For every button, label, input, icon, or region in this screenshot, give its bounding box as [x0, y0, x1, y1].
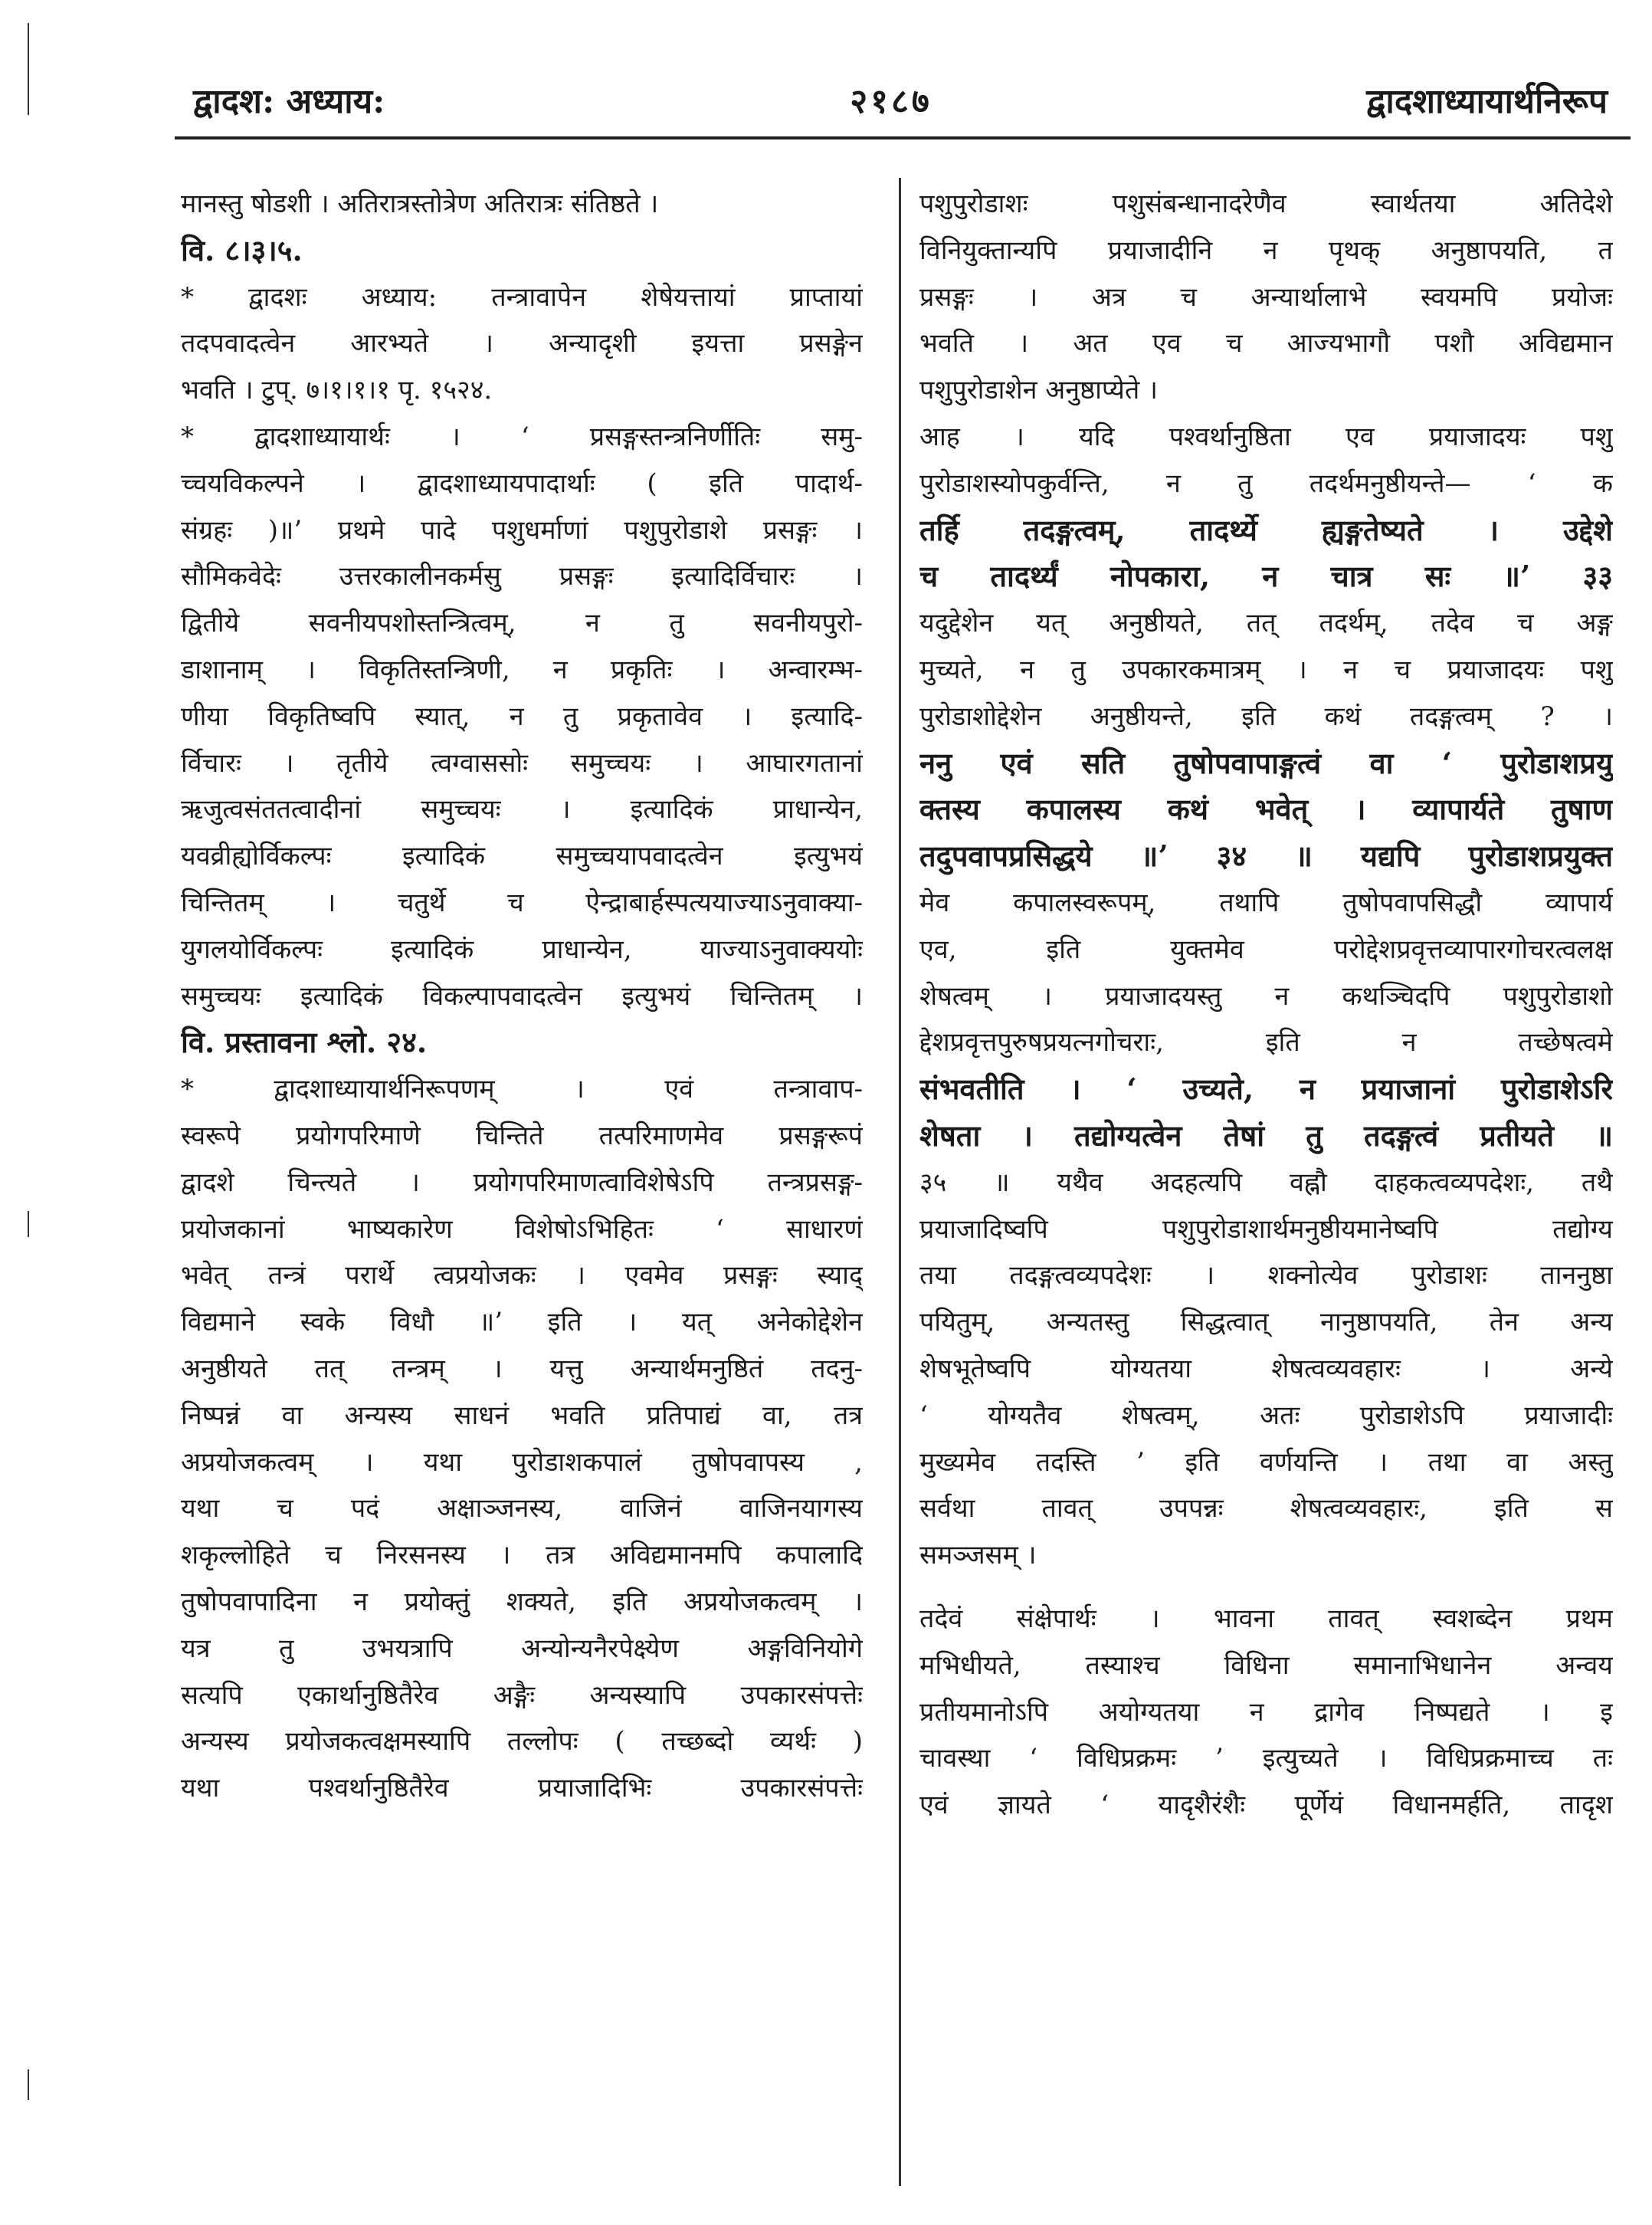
text-line: ३५ ॥ यथैव अदहत्यपि वह्नौ दाहकत्वव्यपदेशः, तथै [919, 1167, 1613, 1198]
text-line: अनुष्ठीयते तत् तन्त्रम् । यत्तु अन्यार्थमनुष्ठितं तदनु- [181, 1353, 863, 1384]
text-line: प्रसङ्गः । अत्र च अन्यार्थालाभे स्वयमपि प्रयोजः [919, 281, 1613, 313]
text-line: युगलयोर्विकल्पः इत्यादिकं प्राधान्येन, याज्याऽनुवाक्ययोः [181, 934, 863, 965]
text-line: भवेत् तन्त्रं परार्थे त्वप्रयोजकः । एवमेव प्रसङ्गः स्याद् [181, 1260, 863, 1291]
text-line: मुच्यते, न तु उपकारकमात्रम् । न च प्रयाजादयः पशु [919, 654, 1613, 685]
text-line: अन्यस्य प्रयोजकत्वक्षमस्यापि तल्लोपः ( तच्छब्दो व्यर्थः ) [181, 1726, 863, 1757]
text-line: यवव्रीह्योर्विकल्पः इत्यादिकं समुच्चयापवादत्वेन इत्युभयं [181, 841, 863, 872]
header-chapter-title: द्वादश: अध्याय: [193, 82, 385, 121]
text-line: संग्रहः )॥’ प्रथमे पादे पशुधर्माणां पशुपुरोडाशे प्रसङ्गः । [181, 514, 863, 546]
text-line: सर्वथा तावत् उपपन्नः शेषत्वव्यवहारः, इति स [919, 1493, 1613, 1524]
text-line: ‘ योग्यतैव शेषत्वम्, अतः पुरोडाशेऽपि प्रयाजादीः [919, 1400, 1613, 1431]
text-line: निष्पन्नं वा अन्यस्य साधनं भवति प्रतिपाद्यं वा, तत्र [181, 1400, 863, 1431]
text-line: तदेवं संक्षेपार्थः । भावना तावत् स्वशब्देन प्रथम [919, 1603, 1613, 1634]
text-line: प्रयाजादिष्वपि पशुपुरोडाशार्थमनुष्ठीयमानेष्वपि तद्योग्य [919, 1213, 1613, 1245]
text-line: मुख्यमेव तदस्ति ’ इति वर्णयन्ति । तथा वा अस्तु [919, 1446, 1613, 1478]
text-line: तदपवादत्वेन आरभ्यते । अन्यादृशी इयत्ता प्रसङ्गेन [181, 328, 863, 359]
text-line: मेव कपालस्वरूपम्, तथापि तुषोपवापसिद्धौ व्यापार्य [919, 887, 1613, 918]
text-line: पशुपुरोडाशेन अनुष्ठाप्येते । [919, 375, 1158, 406]
text-line: यदुद्देशेन यत् अनुष्ठीयते, तत् तदर्थम्, तदेव च अङ्ग [919, 608, 1613, 639]
text-line: शेषत्वम् । प्रयाजादयस्तु न कथञ्चिदपि पशुपुरोडाशो [919, 980, 1613, 1012]
text-line: भवति । अत एव च आज्यभागौ पशौ अविद्यमान [919, 328, 1613, 359]
text-line: पशुपुरोडाशः पशुसंबन्धानादरेणैव स्वार्थतया अतिदेशे [919, 189, 1613, 219]
text-line: द्वितीये सवनीयपशोस्तन्त्रित्वम्, न तु सवनीयपुरो- [181, 608, 863, 639]
text-line: द्देशप्रवृत्तपुरुषप्रयत्नगोचराः, इति न तच्छेषत्वमे [919, 1027, 1613, 1058]
text-line: समुच्चयः इत्यादिकं विकल्पापवादत्वेन इत्युभयं चिन्तितम् । [181, 980, 863, 1012]
text-line: प्रतीयमानोऽपि अयोग्यतया न द्रागेव निष्पद्यते । इ [919, 1696, 1613, 1728]
text-line: विनियुक्तान्यपि प्रयाजादीनि न पृथक् अनुष्ठापयति, त [919, 235, 1613, 266]
text-line: विद्यमाने स्वके विधौ ॥’ इति । यत् अनेकोद्देशेन [181, 1307, 863, 1338]
text-line: स्वरूपे प्रयोगपरिमाणे चिन्तिते तत्परिमाणमेव प्रसङ्गरूपं [181, 1120, 863, 1151]
scan-edge-mark [28, 23, 29, 115]
left-column [181, 181, 863, 1812]
text-line: मानस्तु षोडशी । अतिरात्रस्तोत्रेण अतिरात्रः संतिष्ठते । [181, 189, 659, 219]
column-divider [899, 178, 901, 2186]
text-line: ऋजुत्वसंततत्वादीनां समुच्चयः । इत्यादिकं प्राधान्येन, [181, 794, 863, 825]
text-line: द्वादशे चिन्त्यते । प्रयोगपरिमाणत्वाविशेषेऽपि तन्त्रप्रसङ्ग- [181, 1167, 863, 1198]
running-header [175, 69, 1608, 130]
text-line: मभिधीयते, तस्याश्च विधिना समानाभिधानेन अन्वय [919, 1649, 1613, 1681]
text-line: यत्र तु उभयत्रापि अन्योन्यनैरपेक्ष्येण अङ्गविनियोगे [181, 1633, 863, 1664]
text-line: सौमिकवेदेः उत्तरकालीनकर्मसु प्रसङ्गः इत्यादिर्विचारः । [181, 561, 863, 592]
verse-line: तर्हि तदङ्गत्वम्, तादर्थ्ये ह्यङ्गतेष्यते । उद्देशे [919, 512, 1613, 547]
text-line: पयितुम्, अन्यतस्तु सिद्धत्वात् नानुष्ठापयति, तेन अन्य [919, 1307, 1613, 1338]
text-line: र्विचारः । तृतीये त्वग्वाससोः समुच्चयः । आघारगतानां [181, 747, 863, 779]
verse-line: शेषता । तद्योग्यत्वेन तेषां तु तदङ्गत्वं प्रतीयते ॥ [919, 1117, 1613, 1153]
text-line: पुरोडाशोद्देशेन अनुष्ठीयन्ते, इति कथं तदङ्गत्वम् ? । [919, 701, 1613, 732]
scan-edge-mark [28, 1211, 29, 1237]
header-rule [175, 136, 1631, 139]
verse-line: तदुपवापप्रसिद्धये ॥’ ३४ ॥ यद्यपि पुरोडाशप्रयुक्त [919, 838, 1613, 874]
text-line: चावस्था ‘ विधिप्रक्रमः ’ इत्युच्यते । विधिप्रक्रमाच्च तः [919, 1743, 1613, 1774]
text-line: यथा पश्वर्थानुष्ठितैरेव प्रयाजादिभिः उपकारसंपत्तेः [181, 1773, 863, 1804]
text-line: एवं ज्ञायते ‘ यादृशैरंशैः पूर्णेयं विधानमर्हति, तादृश [919, 1790, 1613, 1821]
text-line: च्चयविकल्पने । द्वादशाध्यायपादार्थाः ( इति पादार्थ- [181, 468, 863, 499]
page-number: २१८७ [850, 82, 933, 121]
verse-line: संभवतीति । ‘ उच्यते, न प्रयाजानां पुरोडाशेऽरि [919, 1071, 1613, 1107]
text-line: अप्रयोजकत्वम् । यथा पुरोडाशकपालं तुषोपवापस्य , [181, 1446, 863, 1478]
text-line: तुषोपवापादिना न प्रयोक्तुं शक्यते, इति अप्रयोजकत्वम् । [181, 1586, 863, 1617]
text-line: एव, इति युक्तमेव परोद्देशप्रवृत्तव्यापारगोचरत्वलक्ष [919, 934, 1613, 965]
text-line: प्रयोजकानां भाष्यकारेण विशेषोऽभिहितः ‘ साधारणं [181, 1213, 863, 1245]
text-line: * द्वादशाध्यायार्थः । ‘ प्रसङ्गस्तन्त्रनिर्णीतिः समु- [181, 421, 863, 452]
reference-line: वि. प्रस्तावना श्लो. २४. [181, 1025, 428, 1060]
text-line: आह । यदि पश्वर्थानुष्ठिता एव प्रयाजादयः पशु [919, 421, 1613, 452]
text-line: तया तदङ्गत्वव्यपदेशः । शक्नोत्येव पुरोडाशः ताननुष्ठा [919, 1260, 1613, 1291]
paragraph-gap [919, 1579, 1613, 1596]
header-section-title: द्वादशाध्यायार्थनिरूप [1366, 82, 1608, 121]
text-line: शेषभूतेष्वपि योग्यतया शेषत्वव्यवहारः । अन्ये [919, 1353, 1613, 1384]
text-line: यथा च पदं अक्षाञ्जनस्य, वाजिनं वाजिनयागस्य [181, 1493, 863, 1524]
verse-line: च तादर्थ्यं नोपकारा, न चात्र सः ॥’ ३३ [919, 559, 1613, 594]
text-line: * द्वादशः अध्याय: तन्त्रावापेन शेषेयत्तायां प्राप्तायां [181, 281, 863, 313]
right-column [919, 181, 1613, 1829]
scan-edge-mark [28, 2069, 29, 2100]
text-line: सत्यपि एकार्थानुष्ठितैरेव अङ्गैः अन्यस्यापि उपकारसंपत्तेः [181, 1679, 863, 1711]
verse-line: क्तस्य कपालस्य कथं भवेत् । व्यापार्यते तुषाण [919, 792, 1613, 827]
reference-line: भवति । टुप्. ७।१।१।१ पृ. १५२४. [181, 375, 493, 406]
text-line: डाशानाम् । विकृतिस्तन्त्रिणी, न प्रकृतिः । अन्वारम्भ- [181, 654, 863, 685]
text-line: शकृल्लोहिते च निरसनस्य । तत्र अविद्यमानमपि कपालादि [181, 1540, 863, 1571]
text-line: णीया विकृतिष्वपि स्यात्, न तु प्रकृतावेव । इत्यादि- [181, 701, 863, 732]
reference-line: वि. ८।३।५. [181, 232, 303, 267]
text-line: चिन्तितम् । चतुर्थे च ऐन्द्राबार्हस्पत्ययाज्याऽनुवाक्या- [181, 887, 863, 918]
text-line: * द्वादशाध्यायार्थनिरूपणम् । एवं तन्त्रावाप- [181, 1074, 863, 1105]
text-line: समञ्जसम् । [919, 1540, 1037, 1571]
verse-line: ननु एवं सति तुषोपवापाङ्गत्वं वा ‘ पुरोडाशप्रयु [919, 745, 1613, 780]
text-line: पुरोडाशस्योपकुर्वन्ति, न तु तदर्थमनुष्ठीयन्ते— ‘ क [919, 468, 1613, 499]
